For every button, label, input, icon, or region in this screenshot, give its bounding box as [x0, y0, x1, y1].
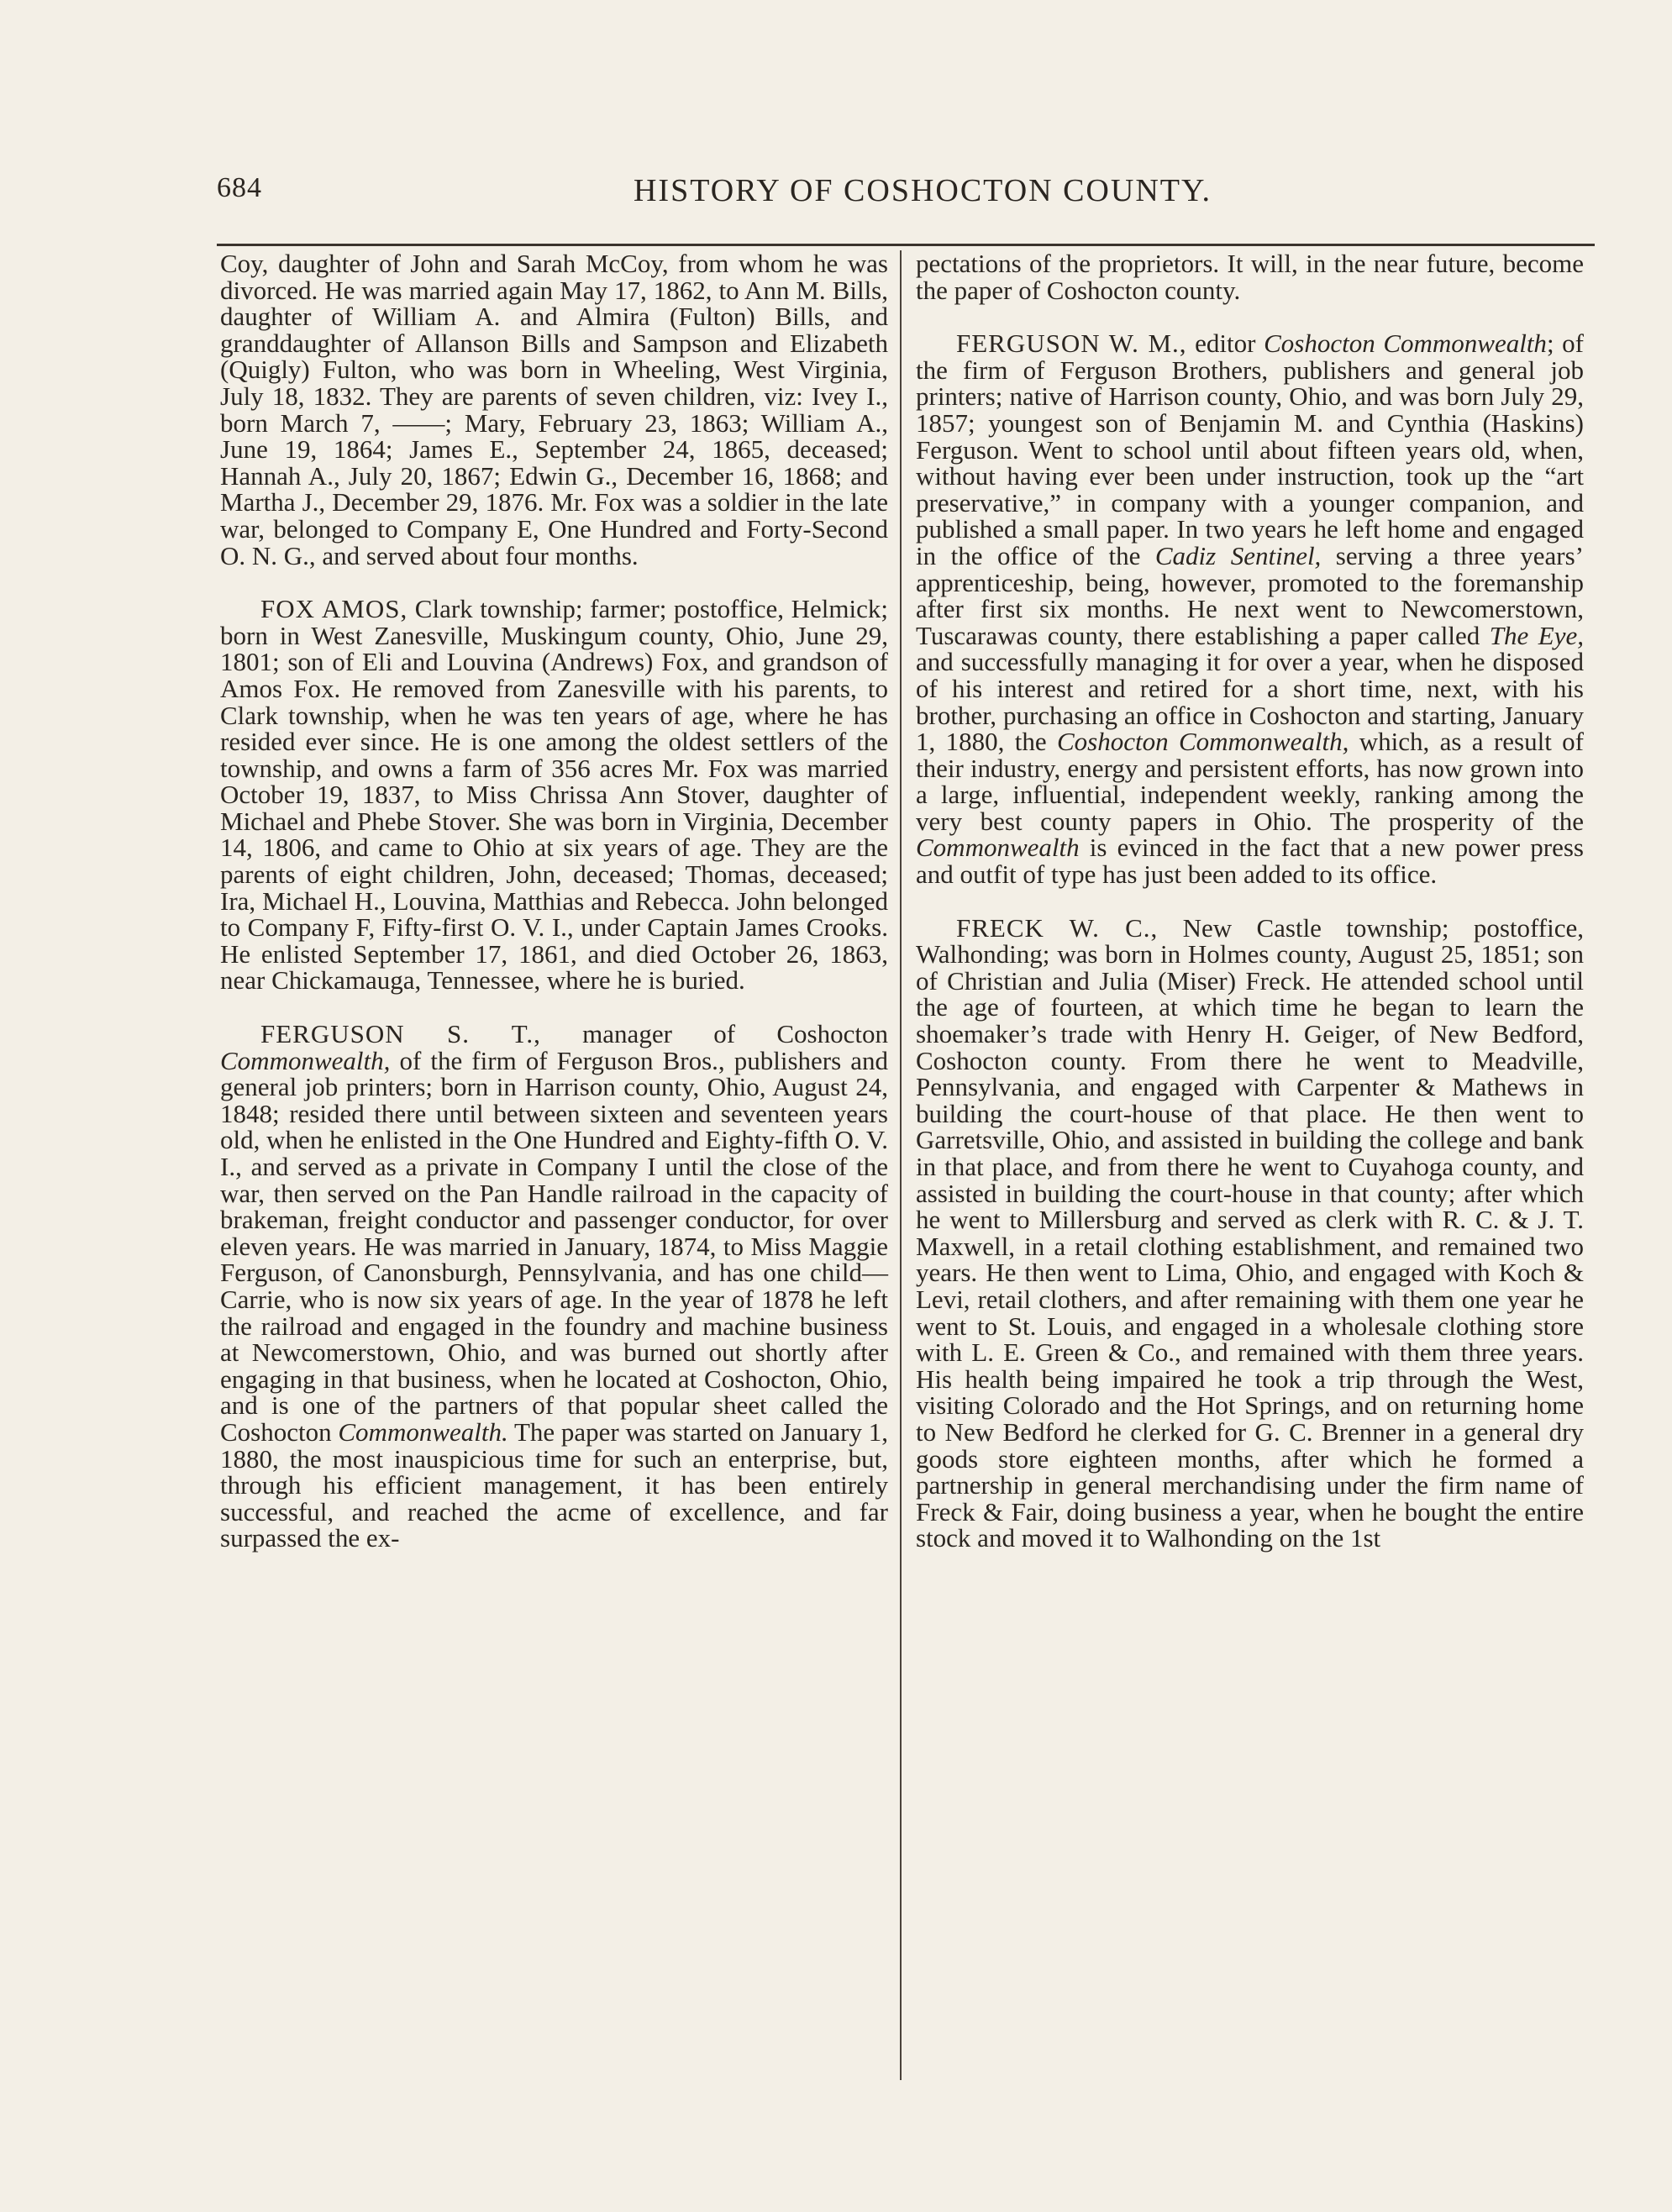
newspaper-title: Coshocton Commonwealth, [1057, 727, 1349, 757]
newspaper-title: Commonwealth, [220, 1045, 391, 1075]
header-rule [217, 244, 1595, 246]
left-column [220, 250, 888, 1579]
newspaper-title: The Eye, [1489, 620, 1584, 650]
column-divider [900, 250, 902, 2080]
entry-text: is evinced in the fact that a new power press and outfit of type has just been added to its office. [916, 833, 1584, 890]
newspaper-title: Commonwealth [916, 833, 1080, 863]
paragraph-fox-amos [220, 596, 888, 994]
entry-text: serving a three years’ apprenticeship, being, however, promoted to the foremanship after first six months. He next went to Newcomerstown, Tuscarawas county, there establishing a paper called [916, 540, 1584, 650]
page-number: 684 [217, 172, 262, 203]
paragraph-ferguson-st [220, 1021, 888, 1552]
entry-text: editor [1186, 328, 1265, 359]
paragraph-freck-wc [916, 912, 1584, 1553]
entry-name: FOX AMOS, [260, 594, 408, 624]
entry-text: Clark township; farmer; postoffice, Helmick; born in West Zanesville, Muskingum county, Ohio, June 29, 1801; son of Eli and Louvina (Andrews) Fox, and grandson of Amos Fox. He removed from Zanesville with his parents, to Clark township, when he was ten years of age, where he has resided ever since. He is one among the oldest settlers of the township, and owns a farm of 356 acres Mr. Fox was married October 19, 1837, to Miss Chrissa Ann Stover, daughter of Michael and Phebe Stover. She was born in Virginia, December 14, 1806, and came to Ohio at six years of age. They are the parents of eight children, John, deceased; Thomas, deceased; Ira, Michael H., Louvina, Matthias and Rebecca. John belonged to Company F, Fifty-first O. V. I., under Captain James Crooks. He enlisted September 17, 1861, and died October 26, 1863, near Chickamauga, Tennessee, where he is buried. [220, 594, 888, 996]
entry-text: manager of Coshocton [540, 1019, 888, 1049]
entry-name: FRECK W. C., [956, 912, 1159, 943]
entry-text: The paper was started on January 1, 1880, the most inauspicious time for such an enterprise, but, through his efficient management, it has been entirely successful, and reached the acme of excellence, and far surpassed the ex- [220, 1416, 888, 1553]
running-title: HISTORY OF COSHOCTON COUNTY. [633, 173, 1212, 208]
newspaper-title: Coshocton Commonwealth [1264, 328, 1547, 359]
entry-name: FERGUSON W. M., [956, 328, 1187, 359]
paragraph-fox-continued: Coy, daughter of John and Sarah McCoy, from whom he was divorced. He was married again May 17, 1862, to Ann M. Bills, daughter of William A. and Almira (Fulton) Bills, and granddaughter of Allanson Bills and Sampson and Elizabeth (Quigly) Fulton, who was born in Wheeling, West Virginia, July 18, 1832. They are parents of seven children, viz: Ivey I., born March 7, ——; Mary, February 23, 1863; William A., June 19, 1864; James E., September 24, 1865, deceased; Hannah A., July 20, 1867; Edwin G., December 16, 1868; and Martha J., December 29, 1876. Mr. Fox was a soldier in the late war, belonged to Company E, One Hundred and Forty-Second O. N. G., and served about four months. [220, 249, 888, 570]
entry-text: and successfully managing it for over a year, when he disposed of his interest and retired for a short time, next, with his brother, purchasing an office in Coshocton and starting, January 1, 1880, the [916, 647, 1584, 757]
paragraph-ferguson-st-continued: pectations of the proprietors. It will, in the near future, become the paper of Coshocton county. [916, 249, 1584, 305]
paragraph-ferguson-wm [916, 328, 1585, 890]
entry-name: FERGUSON S. T., [260, 1019, 541, 1049]
newspaper-title: Cadiz Sentinel, [1154, 540, 1322, 570]
entry-text: of the firm of Ferguson Bros., publishers and general job printers; born in Harrison county, Ohio, August 24, 1848; resided there until between sixteen and seventeen years old, when he enlisted in the One Hundred and Eighty-fifth O. V. I., and served as a private in Company I until the close of the war, then served on the Pan Handle railroad in the capacity of brakeman, freight conductor and passenger conductor, for over eleven years. He was married in January, 1874, to Miss Maggie Ferguson, of Canonsburgh, Pennsylvania, and has one child—Carrie, who is now six years of age. In the year of 1878 he left the railroad and engaged in the foundry and machine business at Newcomerstown, Ohio, and was burned out shortly after engaging in that business, when he located at Coshocton, Ohio, and is one of the partners of that popular sheet called the Coshocton [220, 1045, 888, 1447]
newspaper-title: Commonwealth. [338, 1416, 508, 1447]
page-header [217, 172, 1595, 223]
right-column [916, 250, 1584, 1579]
entry-text: ; of the firm of Ferguson Brothers, publishers and general job printers; native of Harrison county, Ohio, and was born July 29, 1857; youngest son of Benjamin M. and Cynthia (Haskins) Ferguson. Went to school until about fifteen years old, when, without having ever been under instruction, took up the “art preservative,” in company with a younger companion, and published a small paper. In two years he left home and engaged in the office of the [916, 328, 1584, 570]
entry-text: New Castle township; postoffice, Walhonding; was born in Holmes county, August 25, 1851; son of Christian and Julia (Miser) Freck. He attended school until the age of fourteen, at which time he began to learn the shoemaker’s trade with Henry H. Geiger, of New Bedford, Coshocton county. From there he went to Meadville, Pennsylvania, and engaged with Carpenter & Mathews in building the court-house of that place. He then went to Garretsville, Ohio, and assisted in building the college and bank in that place, and from there he went to Cuyahoga county, and assisted in building the court-house in that county; after which he went to Millersburg and served as clerk with R. C. & J. T. Maxwell, in a retail clothing establishment, and remained two years. He then went to Lima, Ohio, and engaged with Koch & Levi, retail clothers, and after remaining with them one year he went to St. Louis, and engaged in a wholesale clothing store with L. E. Green & Co., and remained with them three years. His health being impaired he took a trip through the West, visiting Colorado and the Hot Springs, and on returning home to New Bedford he clerked for G. C. Brenner in a general dry goods store eighteen months, after which he formed a partnership in general merchandising under the firm name of Freck & Fair, doing business a year, when he bought the entire stock and moved it to Walhonding on the 1st [916, 912, 1584, 1553]
entry-text: which, as a result of their industry, energy and persistent efforts, has now grown into a large, influential, independent weekly, ranking among the very best county papers in Ohio. The prosperity of the [916, 727, 1585, 836]
